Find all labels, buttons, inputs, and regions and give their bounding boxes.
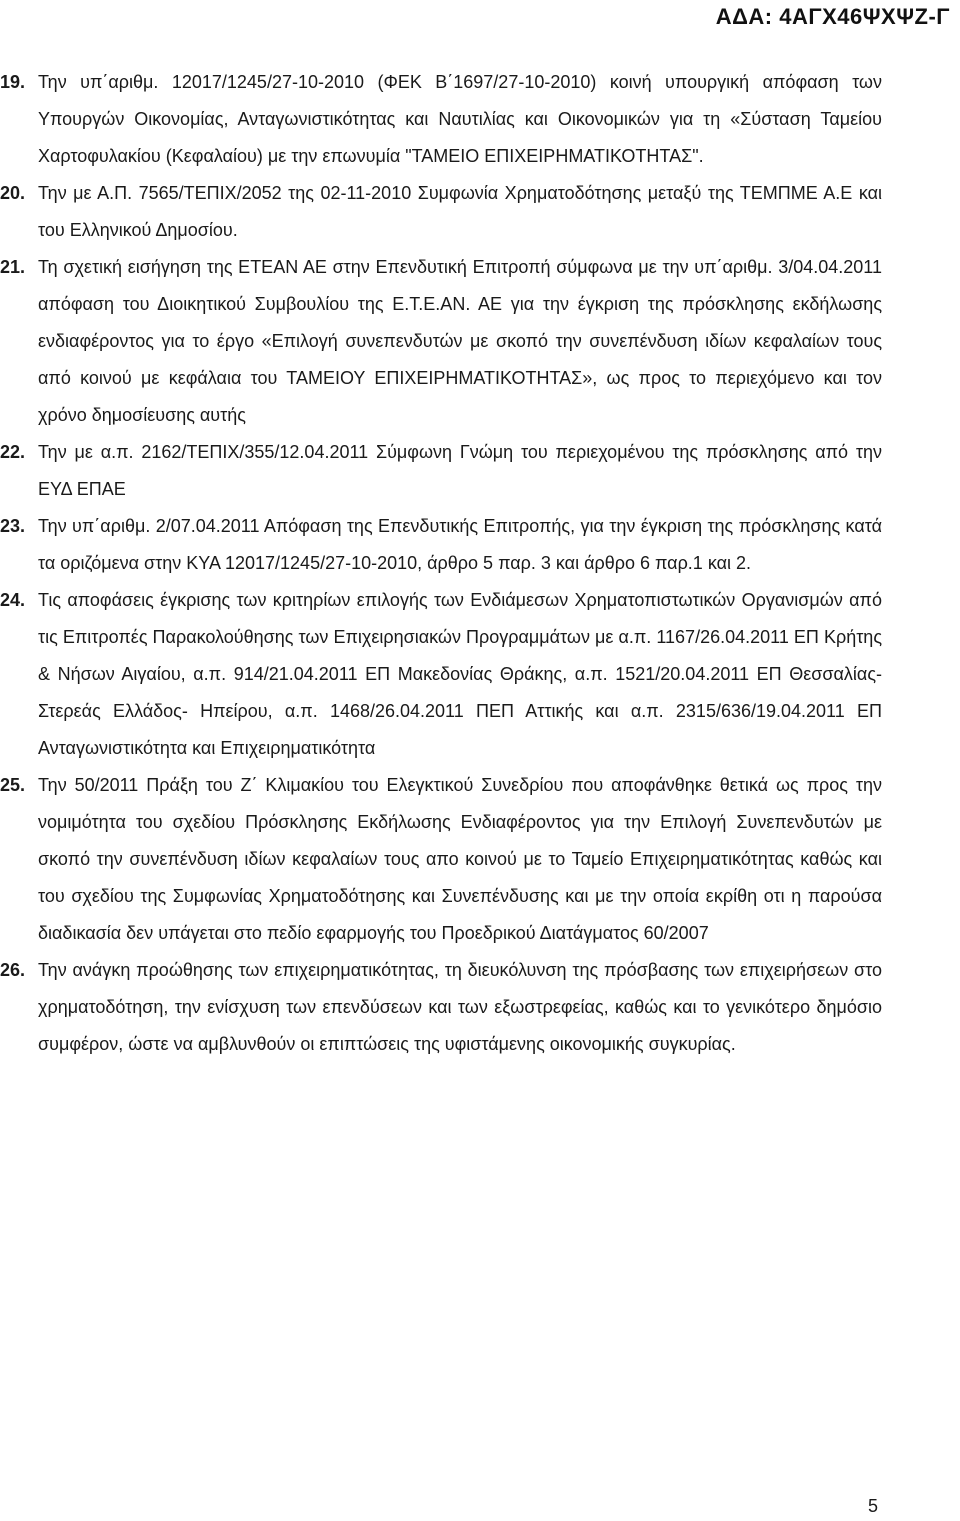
ada-code: ΑΔΑ: 4ΑΓΧ46ΨΧΨΖ-Γ [715,4,950,29]
item-number: 23. [0,516,26,536]
item-text: Την ανάγκη προώθησης των επιχειρηματικότητας, τη διευκόλυνση της πρόσβασης των επιχειρήσεων στο χρηματοδότηση, την ενίσχυση των επενδύσεων και των εξωστρεφείας, καθώς και το γενικότερο δημόσιο συμφέρον, ώστε να αμβλυνθούν οι επιπτώσεις της υφιστάμενης οικονομικής συγκυρίας. [38,960,882,1054]
list-item [0,249,960,434]
item-number: 25. [0,775,26,795]
item-number: 20. [0,183,26,203]
list-item [0,767,960,952]
list-item [0,952,960,1063]
item-number: 24. [0,590,26,610]
list-item [0,582,960,767]
item-text: Την υπ΄αριθμ. 12017/1245/27-10-2010 (ΦΕΚ Β΄1697/27-10-2010) κοινή υπουργική απόφαση των Υπουργών Οικονομίας, Ανταγωνιστικότητας και Ναυτιλίας και Οικονομικών για τη «Σύσταση Ταμείου Χαρτοφυλακίου (Κεφαλαίου) με την επωνυμία "ΤΑΜΕΙΟ ΕΠΙΧΕΙΡΗΜΑΤΙΚΟΤΗΤΑΣ". [38,72,882,166]
list-item [0,508,960,582]
item-number: 21. [0,257,26,277]
item-text: Την 50/2011 Πράξη του Ζ΄ Κλιμακίου του Ελεγκτικού Συνεδρίου που αποφάνθηκε θετικά ως προς την νομιμότητα του σχεδίου Πρόσκλησης Εκδήλωσης Ενδιαφέροντος για την Επιλογή Συνεπενδυτών με σκοπό την συνεπένδυση ιδίων κεφαλαίων τους απο κοινού με το Ταμείο Επιχειρηματικότητας καθώς και του σχεδίου της Συμφωνίας Χρηματοδότησης και Συνεπένδυσης και με την οποία εκρίθη οτι η παρούσα διαδικασία δεν υπάγεται στο πεδίο εφαρμογής του Προεδρικού Διατάγματος 60/2007 [38,775,882,943]
page-number: 5 [868,1496,879,1516]
document-body [0,65,960,1063]
item-number: 19. [0,72,26,92]
item-text: Την με α.π. 2162/ΤΕΠΙΧ/355/12.04.2011 Σύμφωνη Γνώμη του περιεχομένου της πρόσκλησης από την ΕΥΔ ΕΠΑΕ [38,442,882,499]
item-text: Την υπ΄αριθμ. 2/07.04.2011 Απόφαση της Επενδυτικής Επιτροπής, για την έγκριση της πρόσκλησης κατά τα οριζόμενα στην ΚΥΑ 12017/1245/27-10-2010, άρθρο 5 παρ. 3 και άρθρο 6 παρ.1 και 2. [38,516,882,573]
item-text: Την με Α.Π. 7565/ΤΕΠΙΧ/2052 της 02-11-2010 Συμφωνία Χρηματοδότησης μεταξύ της ΤΕΜΠΜΕ Α.Ε και του Ελληνικού Δημοσίου. [38,183,882,240]
list-item [0,175,960,249]
item-number: 22. [0,442,26,462]
item-number: 26. [0,960,26,980]
list-item [0,64,960,175]
item-text: Τις αποφάσεις έγκρισης των κριτηρίων επιλογής των Ενδιάμεσων Χρηματοπιστωτικών Οργανισμών από τις Επιτροπές Παρακολούθησης των Επιχειρησιακών Προγραμμάτων με α.π. 1167/26.04.2011 ΕΠ Κρήτης & Νήσων Αιγαίου, α.π. 914/21.04.2011 ΕΠ Μακεδονίας Θράκης, α.π. 1521/20.04.2011 ΕΠ Θεσσαλίας- Στερεάς Ελλάδος- Ηπείρου, α.π. 1468/26.04.2011 ΠΕΠ Αττικής και α.π. 2315/636/19.04.2011 ΕΠ Ανταγωνιστικότητα και Επιχειρηματικότητα [38,590,882,758]
list-item [0,434,960,508]
item-text: Τη σχετική εισήγηση της ΕΤΕΑΝ ΑΕ στην Επενδυτική Επιτροπή σύμφωνα με την υπ΄αριθμ. 3/04.04.2011 απόφαση του Διοικητικού Συμβουλίου της Ε.Τ.Ε.ΑΝ. ΑΕ για την έγκριση της πρόσκλησης εκδήλωσης ενδιαφέροντος για το έργο «Επιλογή συνεπενδυτών με σκοπό την συνεπένδυση ιδίων κεφαλαίων τους από κοινού με κεφάλαια του ΤΑΜΕΙΟΥ ΕΠΙΧΕΙΡΗΜΑΤΙΚΟΤΗΤΑΣ», ως προς το περιεχόμενο και τον χρόνο δημοσίευσης αυτής [38,257,882,425]
